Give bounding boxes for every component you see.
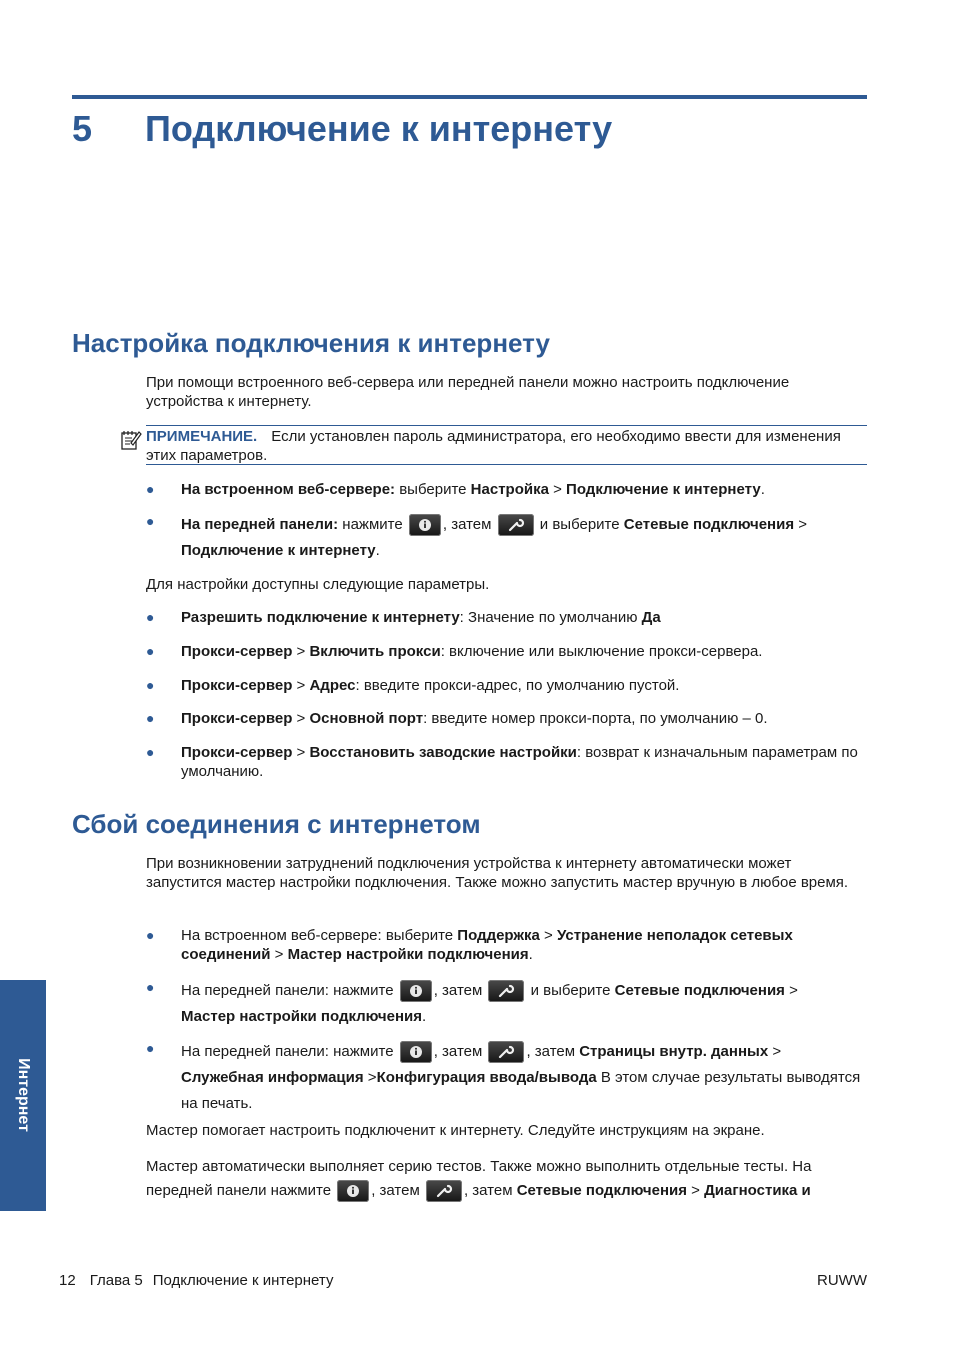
bullet-icon: ● (146, 609, 155, 625)
params-intro: Для настройки доступны следующие параметры. (146, 576, 490, 593)
section-intro: При возникновении затруднений подключения устройства к интернету автоматически может запустится мастер настройки подключения. Также можно запустить мастер вручную в любое время. (146, 855, 849, 891)
chapter-number: 5 (72, 108, 93, 149)
info-icon (337, 1180, 369, 1202)
bullet-icon: ● (146, 1040, 155, 1056)
bullet-icon: ● (146, 744, 155, 760)
chapter-title-text: Подключение к интернету (145, 108, 613, 149)
bullet-icon: ● (146, 643, 155, 659)
bullet-icon: ● (146, 513, 155, 529)
bullet-icon: ● (146, 677, 155, 693)
side-tab (0, 980, 46, 1211)
info-icon (409, 514, 441, 536)
tests-text: Мастер автоматически выполняет серию тестов. Также можно выполнить отдельные тесты. На передней панели нажмите , затем , затем Сетевые подключения > Диагностика и (146, 1155, 868, 1203)
wrench-icon (488, 1041, 524, 1063)
section-heading: Сбой соединения с интернетом (72, 809, 481, 839)
note-body: Если установлен пароль администратора, его необходимо ввести для изменения этих параметров. (146, 428, 841, 464)
section-intro: При помощи встроенного веб-сервера или передней панели можно настроить подключение устройства к интернету. (146, 374, 790, 410)
wizard-text: Мастер помогает настроить подключенит к интернету. Следуйте инструкциям на экране. (146, 1122, 765, 1139)
note-text (146, 427, 867, 465)
bullet-icon: ● (146, 979, 155, 995)
bullet-icon: ● (146, 710, 155, 726)
bullet-icon: ● (146, 481, 155, 497)
info-icon (400, 1041, 432, 1063)
chapter-title (72, 108, 867, 150)
note-label: ПРИМЕЧАНИЕ. (146, 428, 258, 445)
bullet-icon: ● (146, 927, 155, 943)
chapter-rule (72, 95, 867, 99)
wrench-icon (498, 514, 534, 536)
footer-title: Подключение к интернету (152, 1272, 334, 1289)
note-icon (120, 429, 142, 451)
wrench-icon (426, 1180, 462, 1202)
footer-locale: RUWW (817, 1272, 867, 1289)
page-number: 12 (59, 1272, 76, 1289)
info-icon (400, 980, 432, 1002)
wrench-icon (488, 980, 524, 1002)
section-heading: Настройка подключения к интернету (72, 328, 550, 358)
note-box (146, 425, 867, 465)
footer-left (59, 1272, 333, 1289)
side-tab-label: Интернет (15, 1058, 32, 1132)
footer-chapter: Глава 5 (89, 1272, 143, 1289)
